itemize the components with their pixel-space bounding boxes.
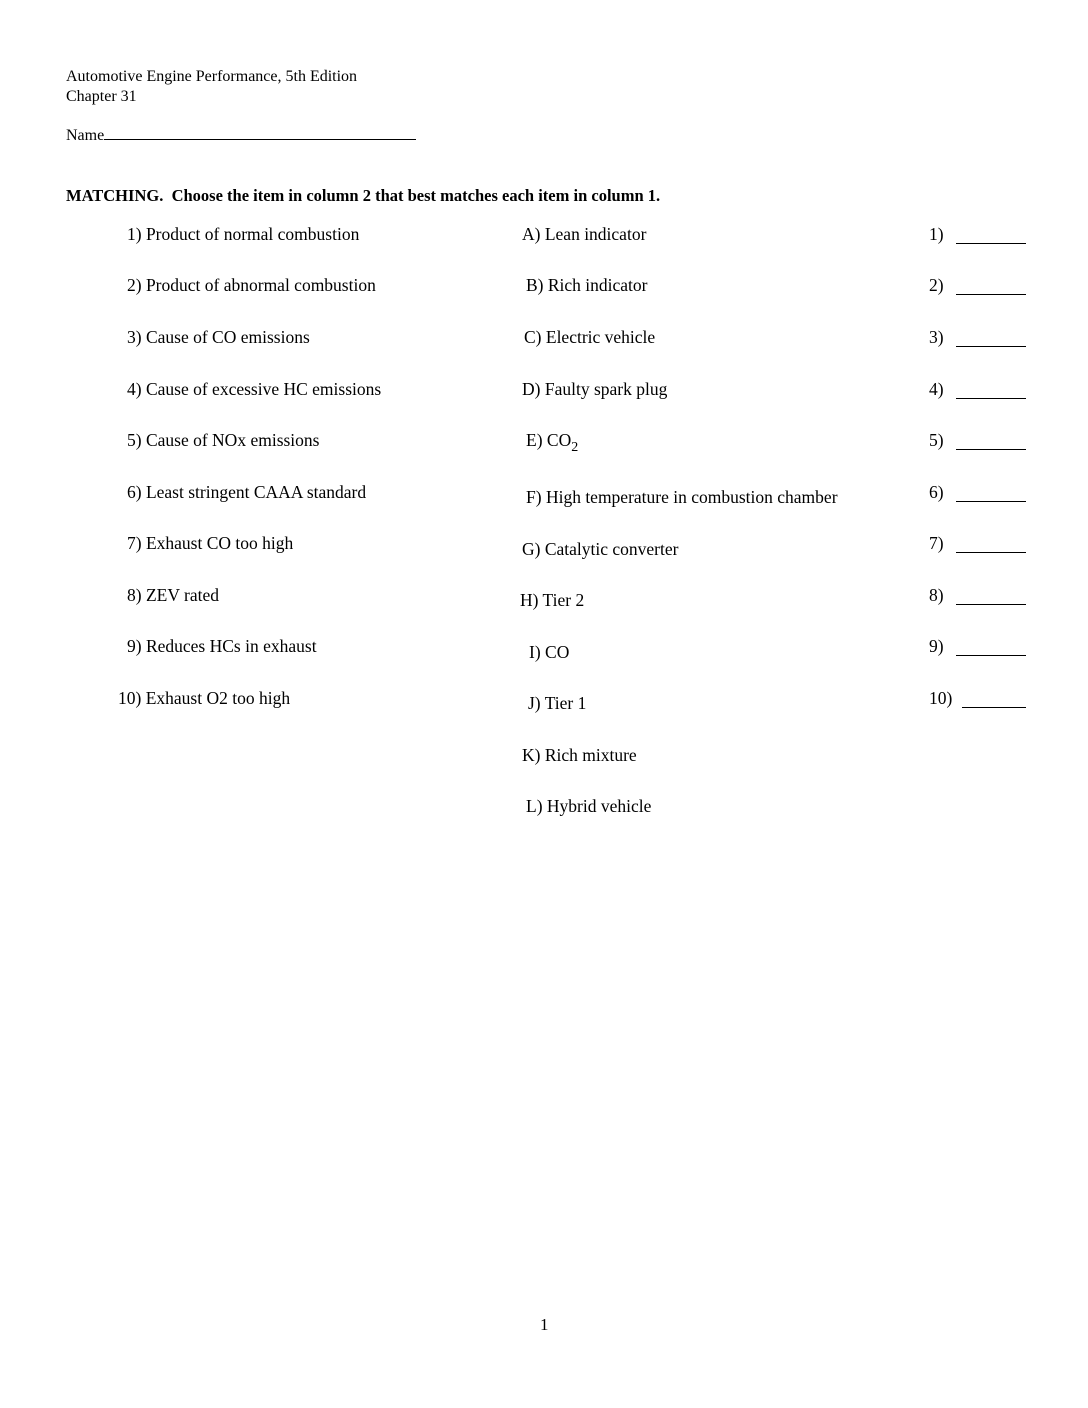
list-item: 4) Cause of excessive HC emissions xyxy=(127,379,382,399)
answer-blank[interactable] xyxy=(962,707,1026,708)
list-item: F) High temperature in combustion chamber xyxy=(526,487,838,507)
list-item: B) Rich indicator xyxy=(526,275,648,295)
name-row xyxy=(66,125,416,145)
name-blank[interactable] xyxy=(104,125,416,140)
answer-number: 6) xyxy=(929,482,944,502)
name-label: Name xyxy=(66,127,105,144)
answer-number: 2) xyxy=(929,275,944,295)
answer-blank[interactable] xyxy=(956,449,1026,450)
answer-blank[interactable] xyxy=(956,604,1026,605)
answer-blank[interactable] xyxy=(956,243,1026,244)
answer-number: 8) xyxy=(929,585,944,605)
answer-blank[interactable] xyxy=(956,398,1026,399)
list-item: K) Rich mixture xyxy=(522,745,637,765)
list-item: C) Electric vehicle xyxy=(524,327,656,347)
list-item: L) Hybrid vehicle xyxy=(526,796,652,816)
page-number: 1 xyxy=(540,1315,549,1334)
list-item: 3) Cause of CO emissions xyxy=(127,327,310,347)
list-item: J) Tier 1 xyxy=(528,693,587,713)
answer-number: 4) xyxy=(929,379,944,399)
list-item: A) Lean indicator xyxy=(522,224,647,244)
instructions xyxy=(66,186,660,206)
list-item: I) CO xyxy=(529,642,570,662)
subscript: 2 xyxy=(571,439,579,455)
answer-blank[interactable] xyxy=(956,501,1026,502)
answer-blank[interactable] xyxy=(956,294,1026,295)
answer-blank[interactable] xyxy=(956,346,1026,347)
list-item: E) $CO_2$ xyxy=(526,430,579,455)
answer-number: 7) xyxy=(929,533,944,553)
list-item: 6) Least stringent CAAA standard xyxy=(127,482,367,502)
list-item: 10) Exhaust O2 too high xyxy=(118,688,291,708)
list-item: 1) Product of normal combustion xyxy=(127,224,360,244)
instructions-text: Choose the item in column 2 that best matches each item in column 1. xyxy=(171,186,661,205)
list-item: G) Catalytic converter xyxy=(522,539,679,559)
list-item: 7) Exhaust CO too high xyxy=(127,533,294,553)
answer-number: 3) xyxy=(929,327,944,347)
list-item: D) Faulty spark plug xyxy=(522,379,668,399)
chapter-label: Chapter 31 xyxy=(66,88,137,105)
answer-number: 10) xyxy=(929,688,953,708)
answer-number: 1) xyxy=(929,224,944,244)
list-item: 2) Product of abnormal combustion xyxy=(127,275,376,295)
answer-number: 5) xyxy=(929,430,944,450)
answer-blank[interactable] xyxy=(956,655,1026,656)
list-item: H) Tier 2 xyxy=(520,590,585,610)
answer-blank[interactable] xyxy=(956,552,1026,553)
book-title: Automotive Engine Performance, 5th Edition xyxy=(66,68,358,85)
list-item: 5) Cause of NOx emissions xyxy=(127,430,320,450)
list-item: 9) Reduces HCs in exhaust xyxy=(127,636,317,656)
answer-number: 9) xyxy=(929,636,944,656)
list-item: 8) ZEV rated xyxy=(127,585,220,605)
instructions-heading: MATCHING. xyxy=(66,186,164,205)
